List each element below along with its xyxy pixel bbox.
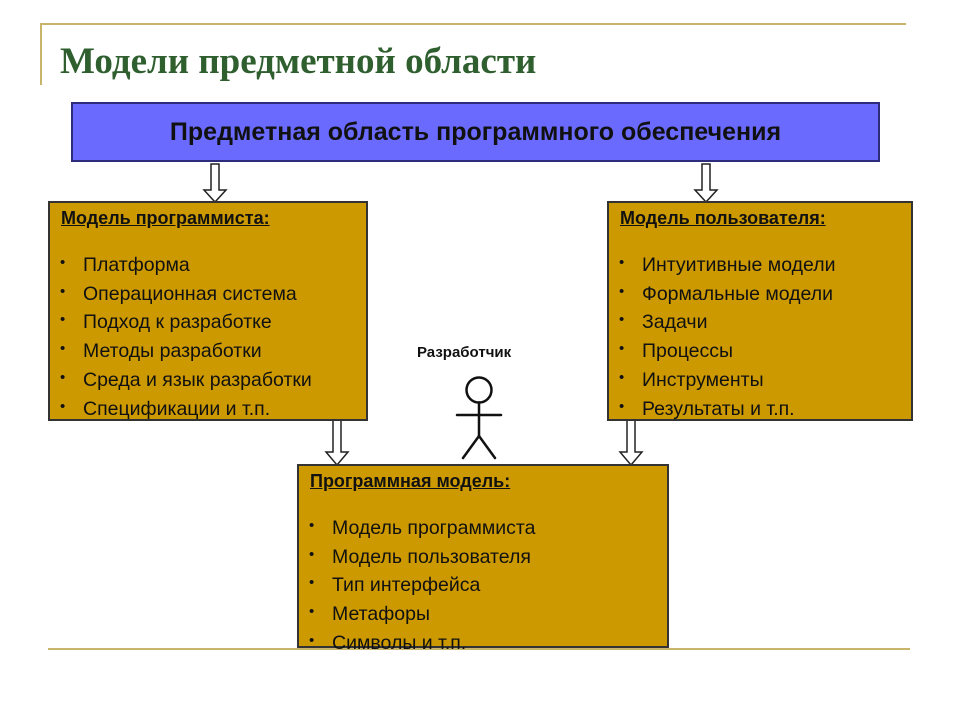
program-model-list <box>307 514 535 658</box>
arrow-bottom-left-icon <box>326 420 348 465</box>
list-item: • Символы и т.п. <box>307 629 535 658</box>
slide-title: Модели предметной области <box>60 41 537 82</box>
list-item: • Среда и язык разработки <box>58 366 312 395</box>
list-item: • Операционная система <box>58 280 312 309</box>
arrow-bottom-right-icon <box>620 420 642 465</box>
programmer-model-list <box>58 251 312 423</box>
user-model-list <box>617 251 835 423</box>
program-model-heading: Программная модель: <box>310 471 511 491</box>
stick-figure-icon <box>457 378 501 459</box>
programmer-model-box <box>48 201 368 421</box>
list-item: • Подход к разработке <box>58 308 312 337</box>
programmer-model-heading: Модель программиста: <box>61 208 270 228</box>
list-item: • Платформа <box>58 251 312 280</box>
user-model-heading: Модель пользователя: <box>620 208 826 228</box>
list-item: • Модель программиста <box>307 514 535 543</box>
list-item: • Спецификации и т.п. <box>58 395 312 424</box>
list-item: • Модель пользователя <box>307 543 535 572</box>
arrow-top-right-icon <box>695 164 717 202</box>
list-item: • Инструменты <box>617 366 835 395</box>
list-item: • Задачи <box>617 308 835 337</box>
list-item: • Результаты и т.п. <box>617 395 835 424</box>
list-item: • Тип интерфейса <box>307 571 535 600</box>
arrow-top-left-icon <box>204 164 226 202</box>
program-model-box <box>297 464 669 654</box>
subject-area-label: Предметная область программного обеспечения <box>169 117 782 146</box>
list-item: • Интуитивные модели <box>617 251 835 280</box>
developer-label: Разработчик <box>417 344 512 361</box>
list-item: • Методы разработки <box>58 337 312 366</box>
list-item: • Формальные модели <box>617 280 835 309</box>
list-item: • Метафоры <box>307 600 535 629</box>
user-model-box <box>607 201 913 421</box>
list-item: • Процессы <box>617 337 835 366</box>
